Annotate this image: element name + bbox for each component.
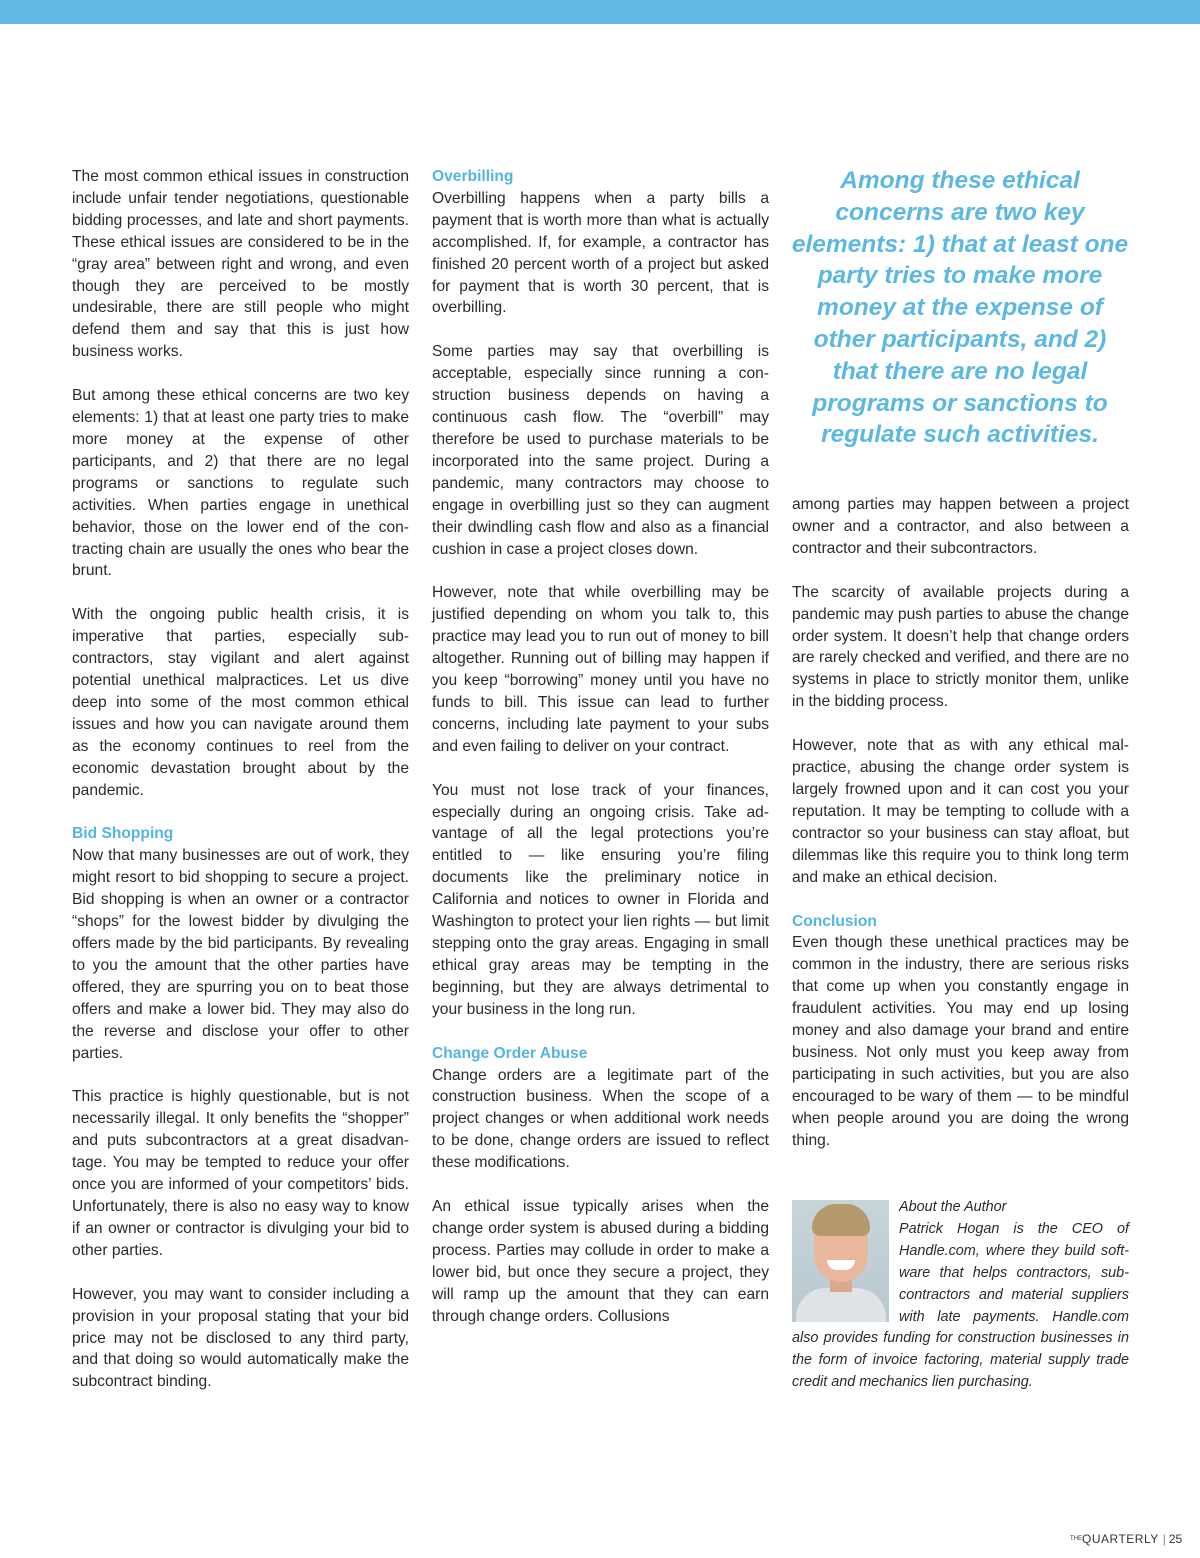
paragraph: However, you may want to consider including a provision in your proposal stating that your bid price may not be disclosed to any third party, and that doing so would automatically make the subcontract binding.	[72, 1285, 409, 1391]
article-column-1	[72, 166, 409, 1415]
magazine-name: QUARTERLY	[1082, 1532, 1159, 1546]
paragraph: You must not lose track of your finances, especially during an ongoing crisis. Take advantage of all the legal protections you’re entitled to — like ensuring you’re filing documents like the preliminary notice in California and notices to owner in Florida and Washington to protect your lien rights — but limit stepping onto the gray areas. Engaging in small ethical gray areas may be tempting in the beginning, but they are always detrimental to your business in the long run.	[432, 781, 769, 1018]
paragraph: Overbilling happens when a party bills a payment that is worth more than what is actually accomplished. If, for example, a contractor has finished 20 percent worth of a project but asked for payment that is worth 30 percent, that is overbilling.	[432, 189, 769, 317]
author-section-title: About the Author	[899, 1199, 1007, 1215]
paragraph: Change orders are a legitimate part of the construction business. When the scope of a project changes or when additional work needs to be done, change orders are issued to reflect these modifications.	[432, 1066, 769, 1172]
section-heading-conclusion: Conclusion	[792, 912, 877, 930]
magazine-the: THE	[1070, 1536, 1082, 1542]
paragraph: But among these ethical concerns are two key elements: 1) that at least one party tries to make more money at the expense of other participants, and 2) that there are no legal programs or sanctions to regulate such activities. When parties engage in unethical behavior, those on the lower end of the contracting chain are usually the ones who bear the brunt.	[72, 387, 409, 580]
top-accent-bar	[0, 0, 1200, 24]
paragraph: However, note that while overbilling may be justified depending on whom you talk to, this practice may lead you to run out of money to bill altogether. Running out of billing may happen if you keep “borrowing” money until you have no funds to bill. This issue can lead to further concerns, including late payment to your subs and even failing to deliver on your contract.	[432, 584, 769, 755]
paragraph: This practice is highly questionable, but is not necessarily illegal. It only benefits the “shopper” and puts subcontractors at a great disadvantage. You may be tempted to reduce your offer once you are informed of your competitors’ bids. Unfortunately, there is also no easy way to know if an owner or contractor is divulging your bid to other parties.	[72, 1088, 409, 1259]
footer-separator: |	[1162, 1532, 1166, 1546]
author-photo	[792, 1200, 889, 1322]
paragraph: The scarcity of available projects during a pandemic may push parties to abuse the change order system. It doesn’t help that change orders are rarely checked and verified, and there are no systems in place to strictly monitor them, unlike in the bidding process.	[792, 583, 1129, 711]
paragraph: An ethical issue typically arises when the change order system is abused during a bidding process. Parties may collude in order to make a lower bid, but once they secure a project, they will ramp up the amount that they can earn through change orders. Collusions	[432, 1198, 769, 1325]
paragraph: among parties may happen between a project owner and a contractor, and also between a contractor and their subcontractors.	[792, 496, 1129, 557]
paragraph: Now that many businesses are out of work, they might resort to bid shopping to secure a project. Bid shopping is when an owner or a contractor “shops” for the lowest bidder by divulging the offers made by the bid participants. By revealing to you the amount that the other parties have offered, they are spurring you on to beat those offers and make a lower bid. They may also do the reverse and disclose your offer to other parties.	[72, 847, 409, 1062]
author-bio: Patrick Hogan is the CEO of Handle.com, where they build software that helps contractors, subcontractors and material suppliers with late payments. Handle.com also provides funding for construction businesses in the form of invoice factoring, material supply trade credit and mechanics lien purchasing.	[792, 1220, 1129, 1391]
pull-quote: Among these ethical concerns are two key elements: 1) that at least one party tries to make more money at the expense of other participants, and 2) that there are no legal programs or sanctions to regulate such activities.	[791, 167, 1129, 449]
paragraph: The most common ethical issues in construction include unfair tender negotiations, questionable bidding processes, and late and short payments. These ethical issues are considered to be in the “gray area” between right and wrong, and even though they are perceived to be mostly undesirable, there are still people who might defend them and say that this is just how business works.	[72, 168, 409, 361]
paragraph: However, note that as with any ethical malpractice, abusing the change order system is largely frowned upon and it can cost you your reputation. It may be tempting to collude with a contractor so your business can stay afloat, but dilemmas like this require you to think long term and make an ethical decision.	[792, 737, 1129, 886]
section-heading-overbilling: Overbilling	[432, 168, 514, 185]
article-column-3	[792, 494, 1129, 1173]
paragraph: With the ongoing public health crisis, it is imperative that parties, especially subcontractors, stay vigilant and alert against potential unethical malpractices. Let us dive deep into some of the most common ethical issues and how you can navigate around them as the economy continues to reel from the economic devastation brought about by the pandemic.	[72, 606, 409, 799]
article-column-2	[432, 166, 769, 1350]
section-heading-change-order-abuse: Change Order Abuse	[432, 1044, 588, 1062]
page-number: 25	[1168, 1532, 1183, 1546]
paragraph: Some parties may say that overbilling is acceptable, especially since running a construction business depends on having a continuous cash flow. The “overbill” may therefore be used to purchase materials to be incorporated into the same project. During a pandemic, many contractors may choose to engage in overbilling just so they can augment their dwindling cash flow and also as a financial cushion in case a project closes down.	[432, 343, 769, 558]
page-footer	[1070, 1532, 1182, 1546]
section-heading-bid-shopping: Bid Shopping	[72, 825, 174, 843]
about-the-author	[792, 1197, 1129, 1394]
paragraph: Even though these unethical practices may be common in the industry, there are serious risks that come up when you constantly engage in fraudulent activities. You may end up losing money and also damage your brand and entire business. Not only must you keep away from participating in such activities, but you are also encouraged to be wary of them — to be mindful when people around you are doing the wrong thing.	[792, 934, 1129, 1149]
